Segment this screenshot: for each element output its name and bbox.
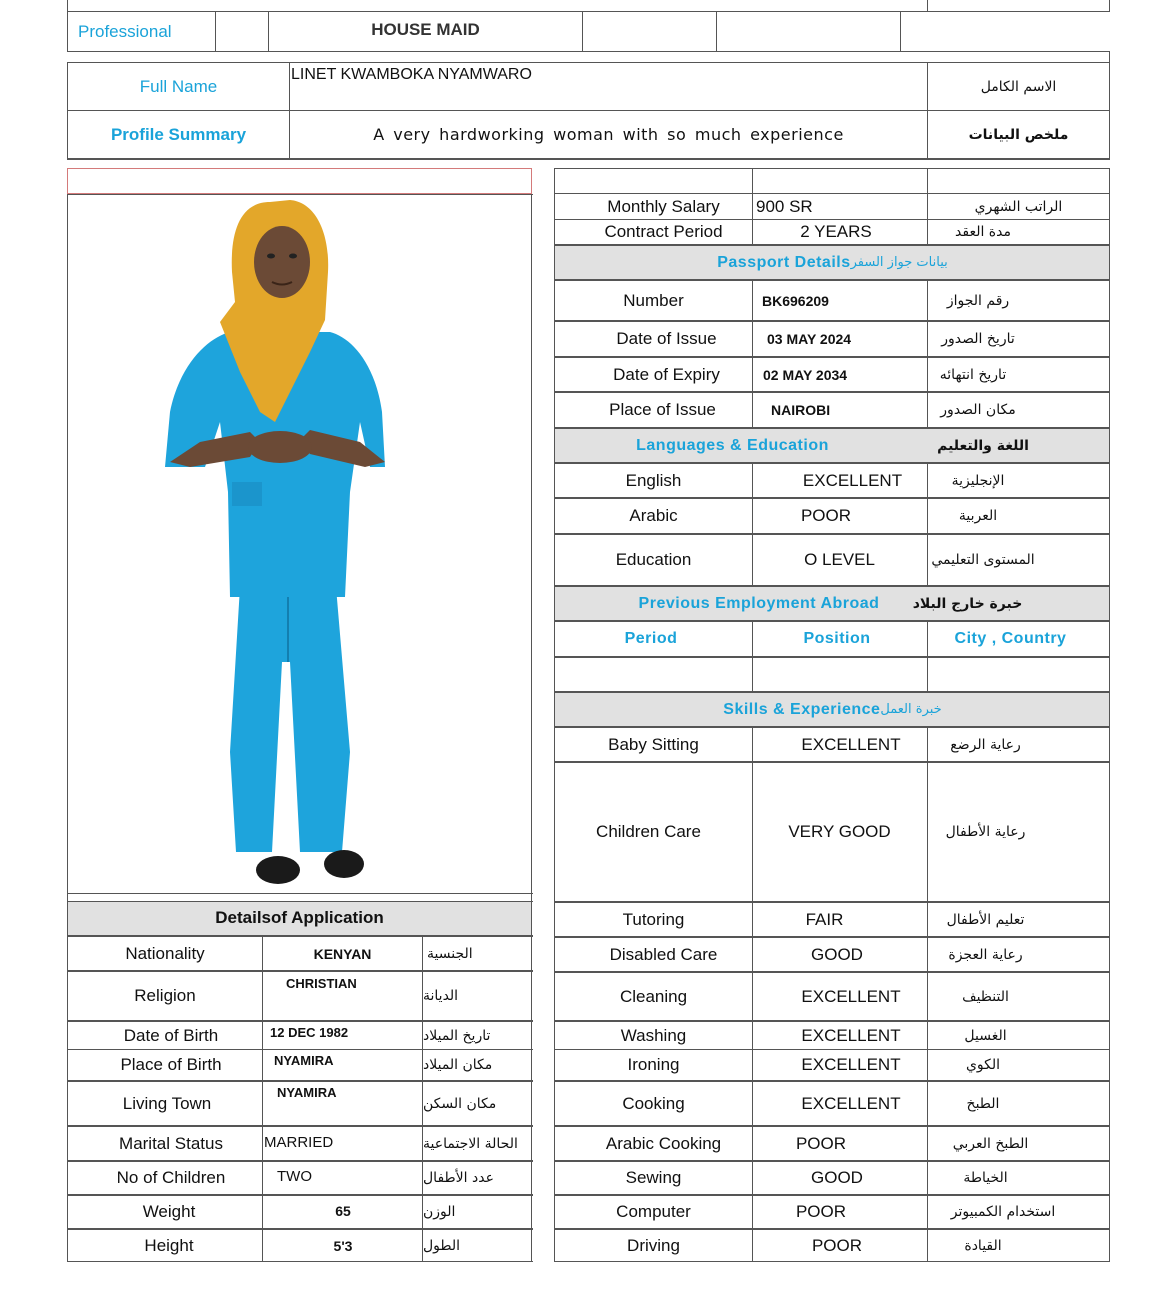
marital-status-label: Marital Status <box>119 1133 223 1153</box>
children-value: TWO <box>277 1168 312 1185</box>
sewing-arabic: الخياطة <box>963 1170 1008 1186</box>
column-city-country: City , Country <box>954 630 1067 647</box>
skills-title: Skills & Experience خبرة العمل <box>723 700 942 718</box>
place-of-issue-arabic: مكان الصدور <box>940 402 1016 418</box>
dob-arabic: تاريخ الميلاد <box>423 1027 491 1044</box>
profile-summary-label: Profile Summary <box>110 124 247 144</box>
english-arabic: الإنجليزية <box>951 472 1005 489</box>
ironing-arabic: الكوي <box>965 1057 1001 1073</box>
children-care-value: VERY GOOD <box>788 822 891 841</box>
education-arabic: المستوى التعليمي <box>931 552 1035 568</box>
monthly-salary-arabic: الراتب الشهري <box>974 198 1063 215</box>
dob-label: Date of Birth <box>123 1025 219 1045</box>
full-name-arabic: الاسم الكامل <box>980 78 1057 95</box>
profile-summary-arabic: ملخص البيانات <box>968 126 1069 143</box>
living-town-value: NYAMIRA <box>277 1085 337 1100</box>
passport-title: Passport Details بيانات جواز السفر <box>717 253 948 271</box>
english-label: English <box>625 470 682 490</box>
profession-value: HOUSE MAID <box>371 20 480 39</box>
languages-title: Languages & Education <box>636 436 829 454</box>
baby-sitting-value: EXCELLENT <box>801 734 901 754</box>
date-of-expiry-arabic: تاريخ انتهائه <box>939 366 1007 383</box>
washing-label: Washing <box>620 1025 687 1045</box>
driving-arabic: القيادة <box>964 1237 1002 1254</box>
weight-value: 65 <box>335 1203 351 1219</box>
sewing-value: GOOD <box>811 1168 863 1187</box>
disabled-care-value: GOOD <box>811 944 863 964</box>
arabic-cooking-arabic: الطبخ العربي <box>952 1135 1029 1152</box>
dob-value: 12 DEC 1982 <box>270 1025 349 1040</box>
education-label: Education <box>615 550 692 569</box>
passport-number-arabic: رقم الجواز <box>946 292 1010 309</box>
monthly-salary-value: 900 SR <box>756 196 813 216</box>
full-name-value: LINET KWAMBOKA NYAMWARO <box>291 66 532 83</box>
living-town-label: Living Town <box>122 1093 212 1113</box>
contract-period-arabic: مدة العقد <box>955 224 1011 240</box>
nationality-label: Nationality <box>125 943 205 963</box>
monthly-salary-label: Monthly Salary <box>607 196 720 216</box>
height-value: 5'3 <box>333 1237 353 1254</box>
education-value: O LEVEL <box>804 550 875 569</box>
height-arabic: الطول <box>423 1237 461 1254</box>
contract-period-label: Contract Period <box>604 222 723 241</box>
employment-title-arabic: خبرة خارج البلاد <box>912 595 1023 612</box>
baby-sitting-label: Baby Sitting <box>608 734 699 754</box>
languages-title-arabic: اللغة والتعليم <box>937 437 1029 454</box>
nationality-arabic: الجنسية <box>427 945 473 962</box>
arabic-cooking-label: Arabic Cooking <box>605 1133 722 1153</box>
arabic-value: POOR <box>800 506 852 525</box>
date-of-issue-arabic: تاريخ الصدور <box>941 331 1015 347</box>
nationality-value: KENYAN <box>313 945 372 962</box>
living-town-arabic: مكان السكن <box>423 1095 497 1112</box>
computer-value: POOR <box>795 1202 847 1221</box>
column-position: Position <box>803 630 871 647</box>
date-of-expiry-label: Date of Expiry <box>613 364 720 384</box>
full-name-label: Full Name <box>139 76 218 96</box>
arabic-arabic: العربية <box>958 508 998 524</box>
computer-label: Computer <box>616 1202 691 1221</box>
place-of-birth-label: Place of Birth <box>120 1055 222 1074</box>
cleaning-arabic: التنظيف <box>962 988 1009 1005</box>
baby-sitting-arabic: رعاية الرضع <box>950 736 1021 753</box>
washing-arabic: الغسيل <box>964 1027 1007 1044</box>
height-label: Height <box>144 1235 194 1255</box>
passport-number-label: Number <box>623 290 684 310</box>
date-of-issue-label: Date of Issue <box>616 329 717 348</box>
religion-value: CHRISTIAN <box>286 976 357 991</box>
contract-period-value: 2 YEARS <box>800 222 872 241</box>
place-of-birth-value: NYAMIRA <box>274 1053 334 1068</box>
disabled-care-arabic: رعاية العجزة <box>948 946 1023 963</box>
ironing-value: EXCELLENT <box>801 1055 901 1074</box>
ironing-label: Ironing <box>627 1055 680 1074</box>
driving-label: Driving <box>627 1235 680 1255</box>
religion-label: Religion <box>134 986 196 1005</box>
date-of-issue-value: 03 MAY 2024 <box>767 331 852 347</box>
driving-value: POOR <box>811 1235 863 1255</box>
column-period: Period <box>624 630 678 647</box>
weight-arabic: الوزن <box>423 1204 456 1220</box>
place-of-issue-value: NAIROBI <box>771 402 831 418</box>
children-care-arabic: رعاية الأطفال <box>945 824 1026 840</box>
english-value: EXCELLENT <box>802 470 903 490</box>
passport-number-value: BK696209 <box>762 292 829 309</box>
professional-label: Professional <box>78 21 172 41</box>
candidate-photo <box>150 192 410 892</box>
cooking-label: Cooking <box>622 1093 685 1113</box>
date-of-expiry-value: 02 MAY 2034 <box>763 366 848 383</box>
computer-arabic: استخدام الكمبيوتر <box>950 1204 1056 1220</box>
children-care-label: Children Care <box>596 822 701 841</box>
washing-value: EXCELLENT <box>801 1025 901 1045</box>
arabic-label: Arabic <box>629 506 678 525</box>
cooking-arabic: الطبخ <box>966 1095 1000 1112</box>
profile-summary-value: A very hardworking woman with so much experience <box>373 125 844 144</box>
sewing-label: Sewing <box>625 1168 682 1187</box>
arabic-cooking-value: POOR <box>795 1133 847 1153</box>
cooking-value: EXCELLENT <box>801 1093 901 1113</box>
religion-arabic: الديانة <box>423 988 459 1004</box>
marital-status-arabic: الحالة الاجتماعية <box>423 1135 518 1152</box>
place-of-issue-label: Place of Issue <box>609 400 716 419</box>
cleaning-value: EXCELLENT <box>801 986 901 1006</box>
children-label: No of Children <box>116 1168 226 1187</box>
place-of-birth-arabic: مكان الميلاد <box>423 1057 493 1073</box>
marital-status-value: MARRIED <box>264 1134 334 1151</box>
tutoring-value: FAIR <box>805 909 844 929</box>
cleaning-label: Cleaning <box>619 986 688 1006</box>
employment-title: Previous Employment Abroad <box>638 594 880 612</box>
tutoring-label: Tutoring <box>622 909 685 929</box>
disabled-care-label: Disabled Care <box>609 944 718 964</box>
children-arabic: عدد الأطفال <box>423 1170 494 1186</box>
weight-label: Weight <box>142 1202 196 1221</box>
application-title: Details of Application <box>215 908 384 927</box>
tutoring-arabic: تعليم الأطفال <box>946 911 1025 928</box>
